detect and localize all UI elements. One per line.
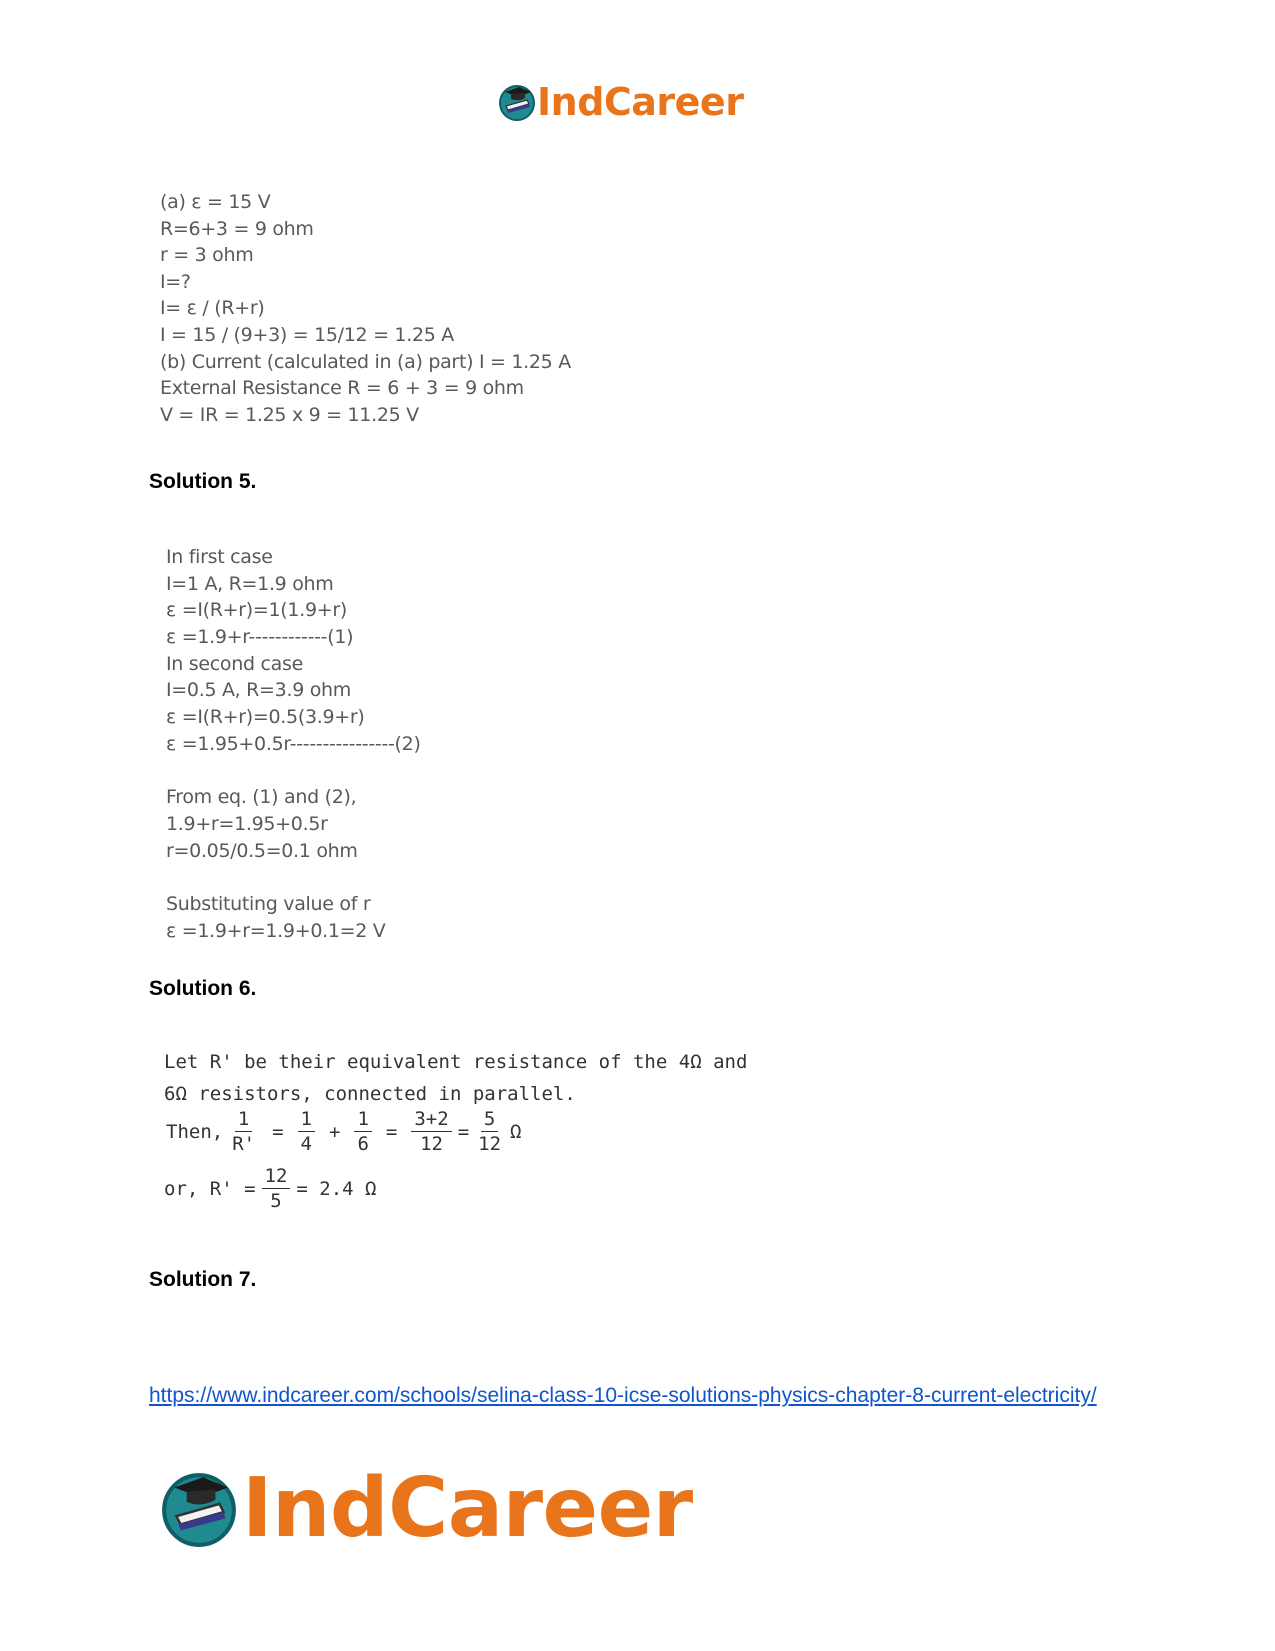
text-line: I=1 A, R=1.9 ohm — [166, 572, 334, 595]
solution-5-heading: Solution 5. — [149, 470, 257, 493]
equals-sign: = — [385, 1120, 398, 1143]
text-line: Substituting value of r — [166, 892, 371, 915]
denominator: 12 — [420, 1133, 443, 1155]
logo-text: IndCareer — [537, 80, 744, 124]
then-label: Then, — [166, 1120, 224, 1143]
ohm-unit: Ω — [510, 1120, 522, 1143]
numerator: 12 — [262, 1164, 291, 1189]
fraction — [229, 1107, 258, 1156]
result-value: = 2.4 Ω — [296, 1177, 377, 1200]
text-line: ε =1.9+r------------(1) — [166, 626, 354, 649]
text-line: I=0.5 A, R=3.9 ohm — [166, 679, 352, 702]
logo-text: IndCareer — [242, 1460, 693, 1556]
result-equation — [164, 1164, 376, 1213]
book-globe-graduation-cap-icon — [497, 82, 537, 122]
text-line: I= ε / (R+r) — [160, 297, 265, 320]
denominator: R' — [232, 1133, 256, 1155]
denominator: 5 — [270, 1190, 282, 1212]
text-line: (a) ε = 15 V — [160, 191, 271, 213]
text-line: r = 3 ohm — [160, 244, 254, 267]
text-line: ε =1.95+0.5r----------------(2) — [166, 732, 421, 755]
fraction — [354, 1107, 371, 1156]
numerator: 3+2 — [411, 1107, 451, 1132]
blank-line — [166, 864, 421, 891]
text-line: Let R' be their equivalent resistance of the 4Ω and — [164, 1051, 748, 1073]
numerator: 5 — [481, 1107, 498, 1132]
numerator: 1 — [298, 1107, 315, 1132]
text-line: ε =I(R+r)=1(1.9+r) — [166, 599, 347, 622]
or-label: or, R' = — [164, 1177, 256, 1200]
solution-6-heading: Solution 6. — [149, 977, 257, 1000]
equivalent-resistance-equation — [166, 1107, 521, 1156]
indcareer-logo-top — [497, 80, 743, 124]
indcareer-logo-bottom — [158, 1460, 693, 1556]
book-globe-graduation-cap-icon — [158, 1467, 240, 1549]
fraction — [298, 1107, 315, 1156]
fraction — [475, 1107, 504, 1156]
text-line: In second case — [166, 652, 303, 675]
plus-sign: + — [329, 1120, 341, 1143]
text-line: In first case — [166, 546, 273, 568]
text-line: External Resistance R = 6 + 3 = 9 ohm — [160, 377, 524, 400]
solution-7-heading: Solution 7. — [149, 1268, 257, 1291]
denominator: 4 — [300, 1133, 312, 1155]
text-line: V = IR = 1.25 x 9 = 11.25 V — [160, 403, 419, 426]
text-line: R=6+3 = 9 ohm — [160, 217, 314, 240]
text-line: 6Ω resistors, connected in parallel. — [164, 1083, 576, 1105]
source-link[interactable]: https://www.indcareer.com/schools/selina-class-10-icse-solutions-physics-chapter-8-current-electricity/ — [149, 1384, 1097, 1407]
blank-line — [166, 758, 421, 785]
denominator: 12 — [478, 1133, 502, 1155]
text-line: ε =I(R+r)=0.5(3.9+r) — [166, 706, 365, 729]
text-line: r=0.05/0.5=0.1 ohm — [166, 839, 358, 862]
equals-sign: = — [457, 1120, 470, 1143]
text-line: I=? — [160, 270, 191, 293]
text-line: 1.9+r=1.95+0.5r — [166, 812, 328, 835]
solution-5-working — [166, 544, 421, 944]
fraction — [262, 1164, 291, 1213]
numerator: 1 — [235, 1107, 252, 1132]
solution-6-working — [164, 1046, 747, 1110]
solution-4-working — [160, 189, 571, 428]
numerator: 1 — [354, 1107, 371, 1132]
text-line: I = 15 / (9+3) = 15/12 = 1.25 A — [160, 323, 454, 346]
text-line: ε =1.9+r=1.9+0.1=2 V — [166, 919, 386, 942]
text-line: (b) Current (calculated in (a) part) I = 1.25 A — [160, 350, 571, 373]
equals-sign: = — [272, 1120, 284, 1143]
fraction — [411, 1107, 451, 1156]
text-line: From eq. (1) and (2), — [166, 786, 357, 809]
denominator: 6 — [357, 1133, 369, 1155]
